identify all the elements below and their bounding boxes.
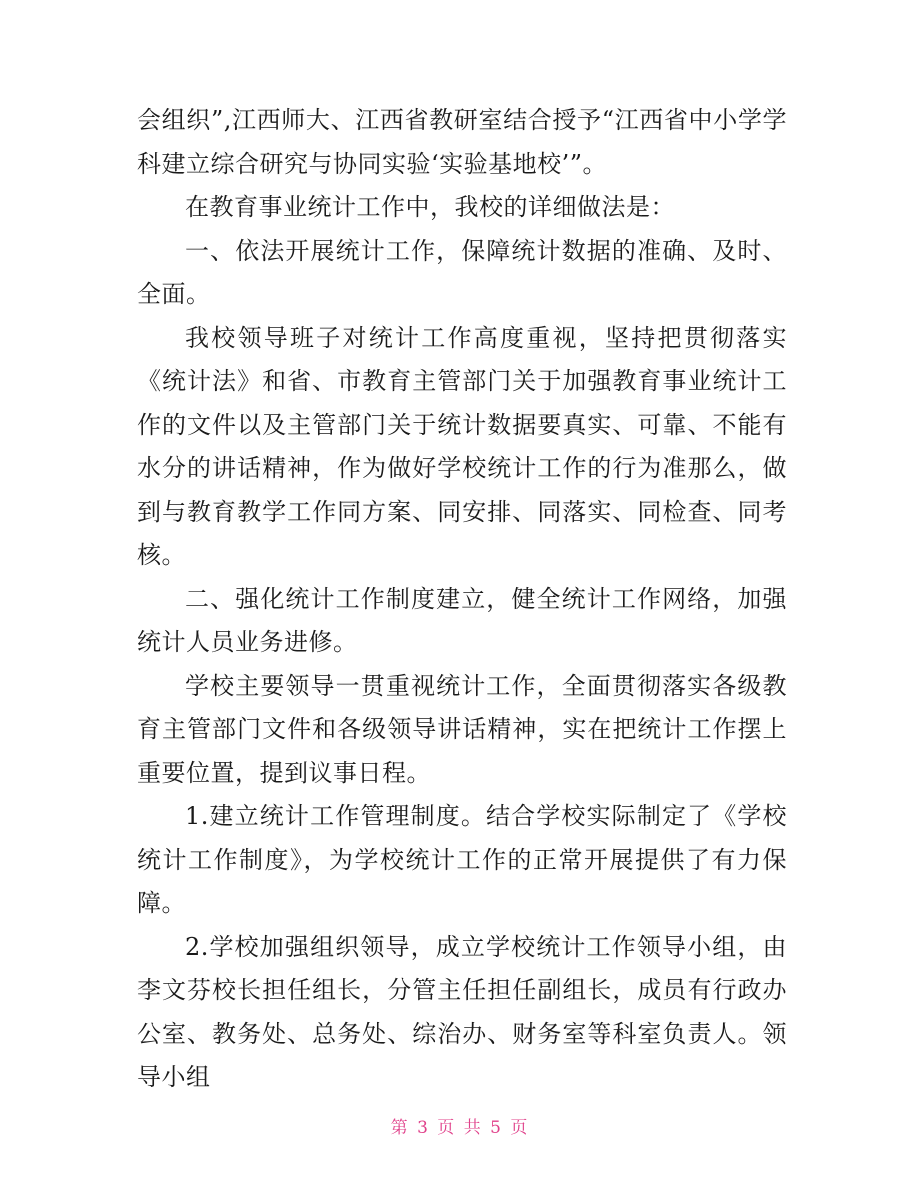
paragraph-2: 在教育事业统计工作中，我校的详细做法是： (185, 193, 675, 221)
paragraph-5-heading: 二、强化统计工作制度建立，健全统计工作网络，加强统计人员业务进修。 (137, 584, 787, 656)
paragraph-6: 学校主要领导一贯重视统计工作，全面贯彻落实各级教育主管部门文件和各级领导讲话精神，实在把统计工作摆上重要位置，提到议事日程。 (137, 671, 787, 787)
page-number-footer: 第 3 页 共 5 页 (390, 1118, 530, 1138)
paragraph-1: 会组织”,江西师大、江西省教研室结合授予“江西省中小学学科建立综合研究与协同实验‘实验基地校’”。 (137, 106, 787, 178)
paragraph-3-heading: 一、依法开展统计工作，保障统计数据的准确、及时、全面。 (137, 236, 787, 308)
paragraph-8: 2.学校加强组织领导，成立学校统计工作领导小组，由李文芬校长担任组长，分管主任担任副组长，成员有行政办公室、教务处、总务处、综治办、财务室等科室负责人。领导小组 (137, 932, 787, 1091)
paragraph-4: 我校领导班子对统计工作高度重视，坚持把贯彻落实《统计法》和省、市教育主管部门关于加强教育事业统计工作的文件以及主管部门关于统计数据要真实、可靠、不能有水分的讲话精神，作为做好学校统计工作的行为准那么，做到与教育教学工作同方案、同安排、同落实、同检查、同考核。 (137, 323, 787, 569)
paragraph-7: 1.建立统计工作管理制度。结合学校实际制定了《学校统计工作制度》，为学校统计工作的正常开展提供了有力保障。 (137, 802, 787, 917)
document-body (137, 99, 787, 1100)
